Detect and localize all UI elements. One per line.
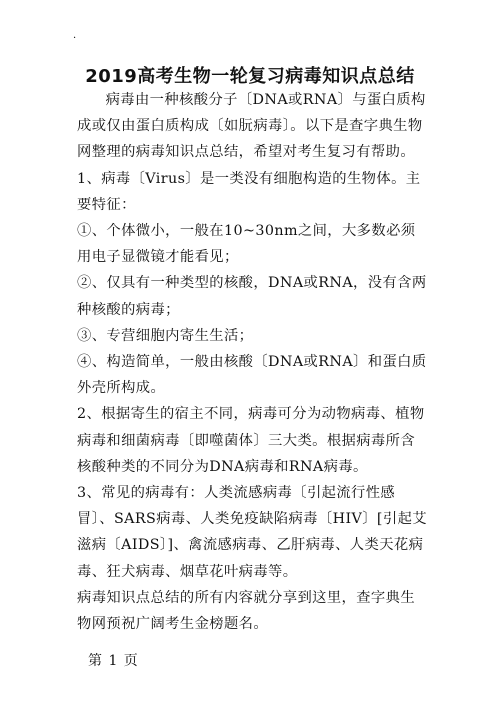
corner-mark: · xyxy=(73,33,77,44)
paragraph-classification: 2、根据寄生的宿主不同，病毒可分为动物病毒、植物病毒和细菌病毒〔即噬菌体〕三大类。根据病毒所含核酸种类的不同分为DNA病毒和RNA病毒。 xyxy=(77,406,425,475)
paragraph-closing: 病毒知识点总结的所有内容就分享到这里，查字典生物网预祝广阔考生金榜题名。 xyxy=(77,589,416,633)
paragraph-virus-definition: 1、病毒〔Virus〕是一类没有细胞构造的生物体。主要特征： xyxy=(77,170,421,213)
paragraph-feature-3: ③、专营细胞内寄生生活； xyxy=(77,327,254,344)
paragraph-common-viruses: 3、常见的病毒有：人类流感病毒〔引起流行性感冒〕、SARS病毒、人类免疫缺陷病毒〔HIV〕[引起艾滋病〔AIDS〕]、禽流感病毒、乙肝病毒、人类天花病毒、狂犬病毒、烟草花叶病毒等。 xyxy=(77,485,427,580)
document-title: 2019高考生物一轮复习病毒知识点总结 xyxy=(85,66,415,87)
document-body xyxy=(77,87,427,637)
page-number: 第 1 页 xyxy=(88,653,139,669)
paragraph-feature-1: ①、个体微小，一般在10~30nm之间，大多数必须用电子显微镜才能看见； xyxy=(77,223,416,266)
paragraph-feature-2: ②、仅具有一种类型的核酸，DNA或RNA，没有含两种核酸的病毒； xyxy=(77,275,427,318)
paragraph-feature-4: ④、构造简单，一般由核酸〔DNA或RNA〕和蛋白质外壳所构成。 xyxy=(77,354,427,397)
paragraph-intro: 病毒由一种核酸分子〔DNA或RNA〕与蛋白质构成或仅由蛋白质构成〔如朊病毒〕。以下是查字典生物网整理的病毒知识点总结，希望对考生复习有帮助。 xyxy=(77,92,426,161)
